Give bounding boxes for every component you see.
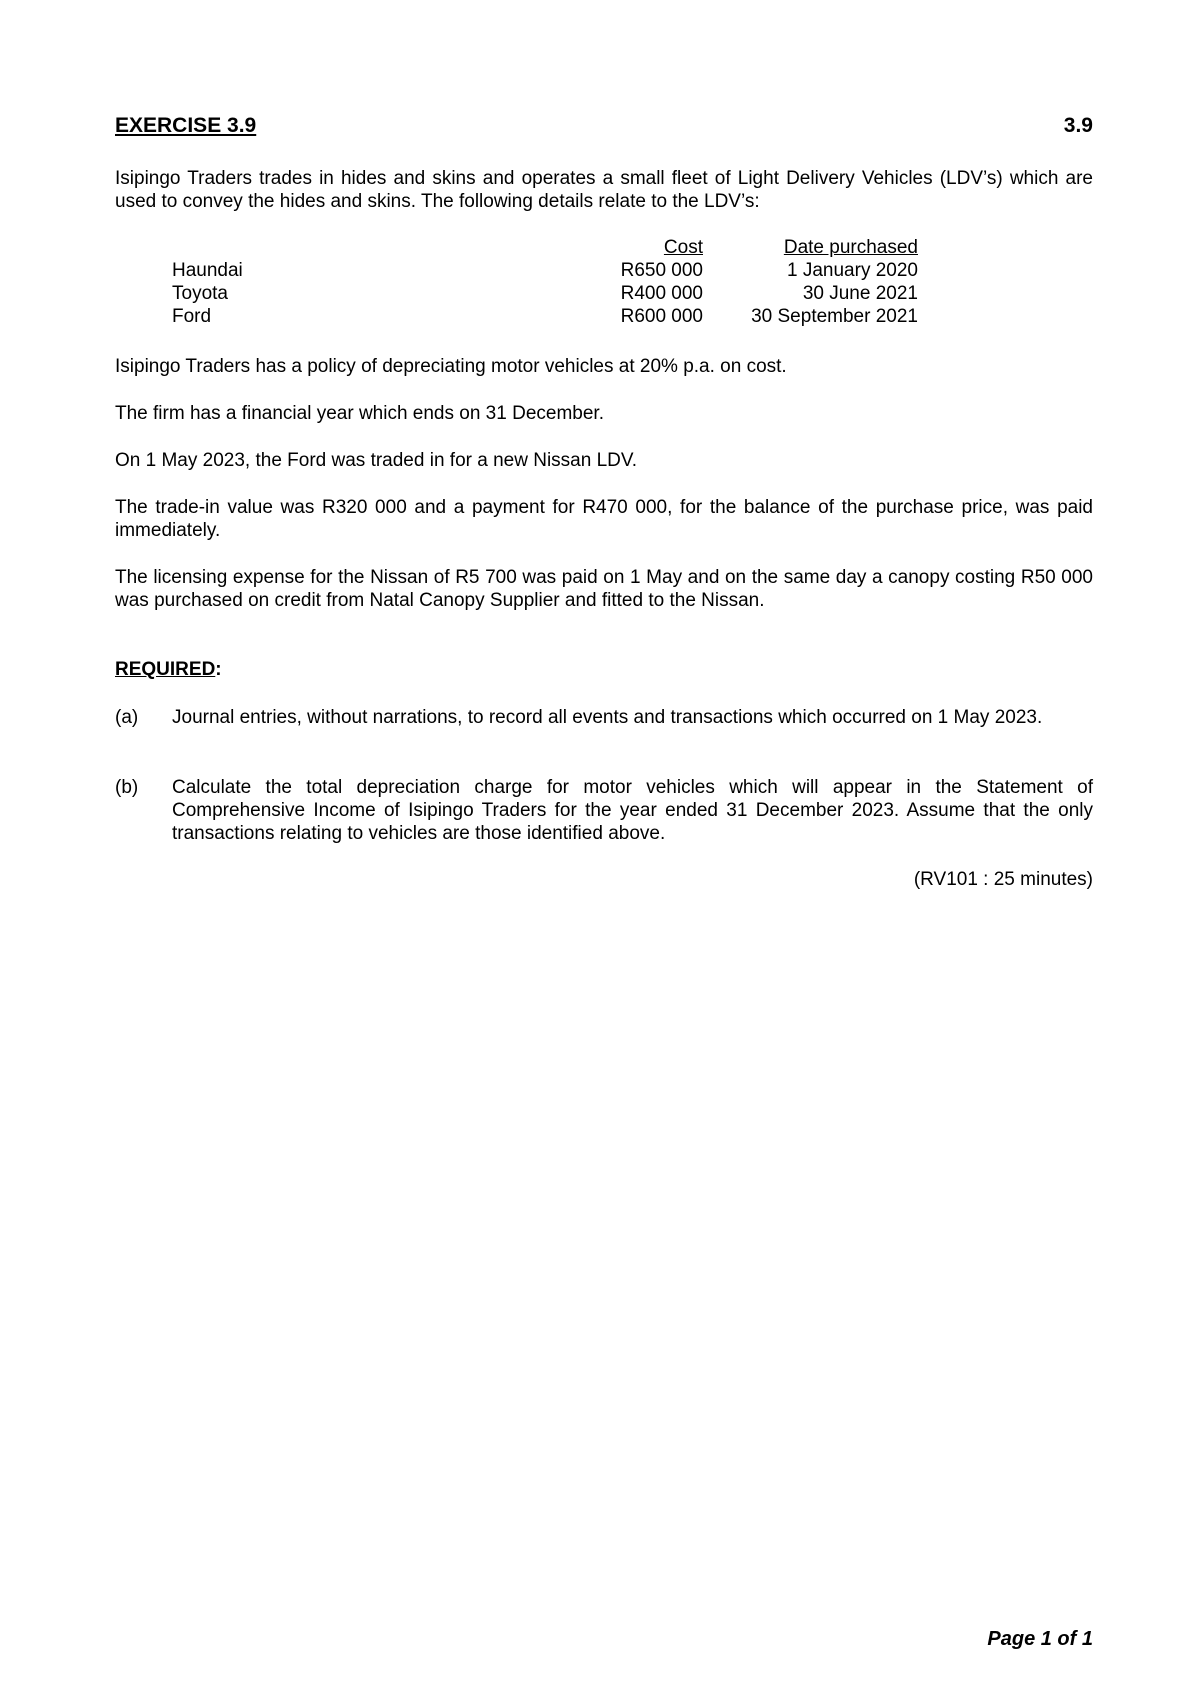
- item-label: (b): [115, 777, 139, 798]
- vehicle-table-header-blank: [172, 236, 597, 259]
- required-item-b: [115, 776, 1093, 845]
- required-heading: [115, 659, 1093, 681]
- policy-paragraph: Isipingo Traders has a policy of depreciating motor vehicles at 20% p.a. on cost.: [115, 356, 787, 377]
- date-purchased-header: Date purchased: [783, 237, 918, 258]
- vehicle-name: Ford: [172, 306, 212, 327]
- required-label: REQUIRED: [115, 659, 216, 680]
- vehicle-cost: R650 000: [620, 260, 703, 281]
- trade-in-paragraph: On 1 May 2023, the Ford was traded in for a new Nissan LDV.: [115, 450, 638, 471]
- policy-paragraph-block: [115, 355, 1093, 378]
- exercise-title: EXERCISE 3.9: [115, 114, 257, 137]
- intro-paragraph: Isipingo Traders trades in hides and skins and operates a small fleet of Light Delivery Vehicles (LDV’s) which are used to convey the hides and skins. The following details relate to the LDV’s:: [115, 168, 1093, 212]
- vehicle-date: 30 June 2021: [802, 283, 918, 304]
- table-row: [172, 282, 918, 305]
- vehicle-name: Haundai: [172, 260, 243, 281]
- vehicle-cost: R600 000: [620, 306, 703, 327]
- vehicle-name: Toyota: [172, 283, 228, 304]
- trade-in-paragraph-block: [115, 449, 1093, 472]
- financial-year-paragraph-block: [115, 402, 1093, 425]
- exercise-number: 3.9: [1063, 114, 1093, 137]
- vehicle-date: 1 January 2020: [787, 260, 918, 281]
- licensing-paragraph: The licensing expense for the Nissan of R5 700 was paid on 1 May and on the same day a canopy costing R50 000 was purchased on credit from Natal Canopy Supplier and fitted to the Nissan.: [115, 567, 1093, 611]
- item-text: Calculate the total depreciation charge for motor vehicles which will appear in the Statement of Comprehensive Income of Isipingo Traders for the year ended 31 December 2023. Assume that the only transactions relating to vehicles are those identified above.: [172, 777, 1093, 844]
- vehicle-table: [172, 236, 918, 328]
- vehicle-table-header-row: [172, 236, 918, 259]
- table-row: [172, 259, 918, 282]
- required-colon: :: [215, 659, 222, 680]
- time-reference: (RV101 : 25 minutes): [913, 869, 1093, 890]
- page-number-footer: Page 1 of 1: [987, 1628, 1093, 1650]
- item-label: (a): [115, 707, 139, 728]
- table-row: [172, 305, 918, 328]
- intro-paragraph-block: [115, 167, 1093, 213]
- item-text: Journal entries, without narrations, to record all events and transactions which occurred on 1 May 2023.: [172, 707, 1043, 728]
- trade-in-value-paragraph-block: [115, 496, 1093, 542]
- financial-year-paragraph: The firm has a financial year which ends on 31 December.: [115, 403, 604, 424]
- vehicle-cost: R400 000: [620, 283, 703, 304]
- document-page: [115, 0, 1093, 1696]
- licensing-paragraph-block: [115, 566, 1093, 612]
- required-item-a: [115, 706, 1093, 729]
- exercise-header: [115, 114, 1093, 144]
- trade-in-value-paragraph: The trade-in value was R320 000 and a payment for R470 000, for the balance of the purchase price, was paid immediately.: [115, 497, 1093, 541]
- cost-header: Cost: [663, 237, 703, 258]
- vehicle-date: 30 September 2021: [751, 306, 918, 327]
